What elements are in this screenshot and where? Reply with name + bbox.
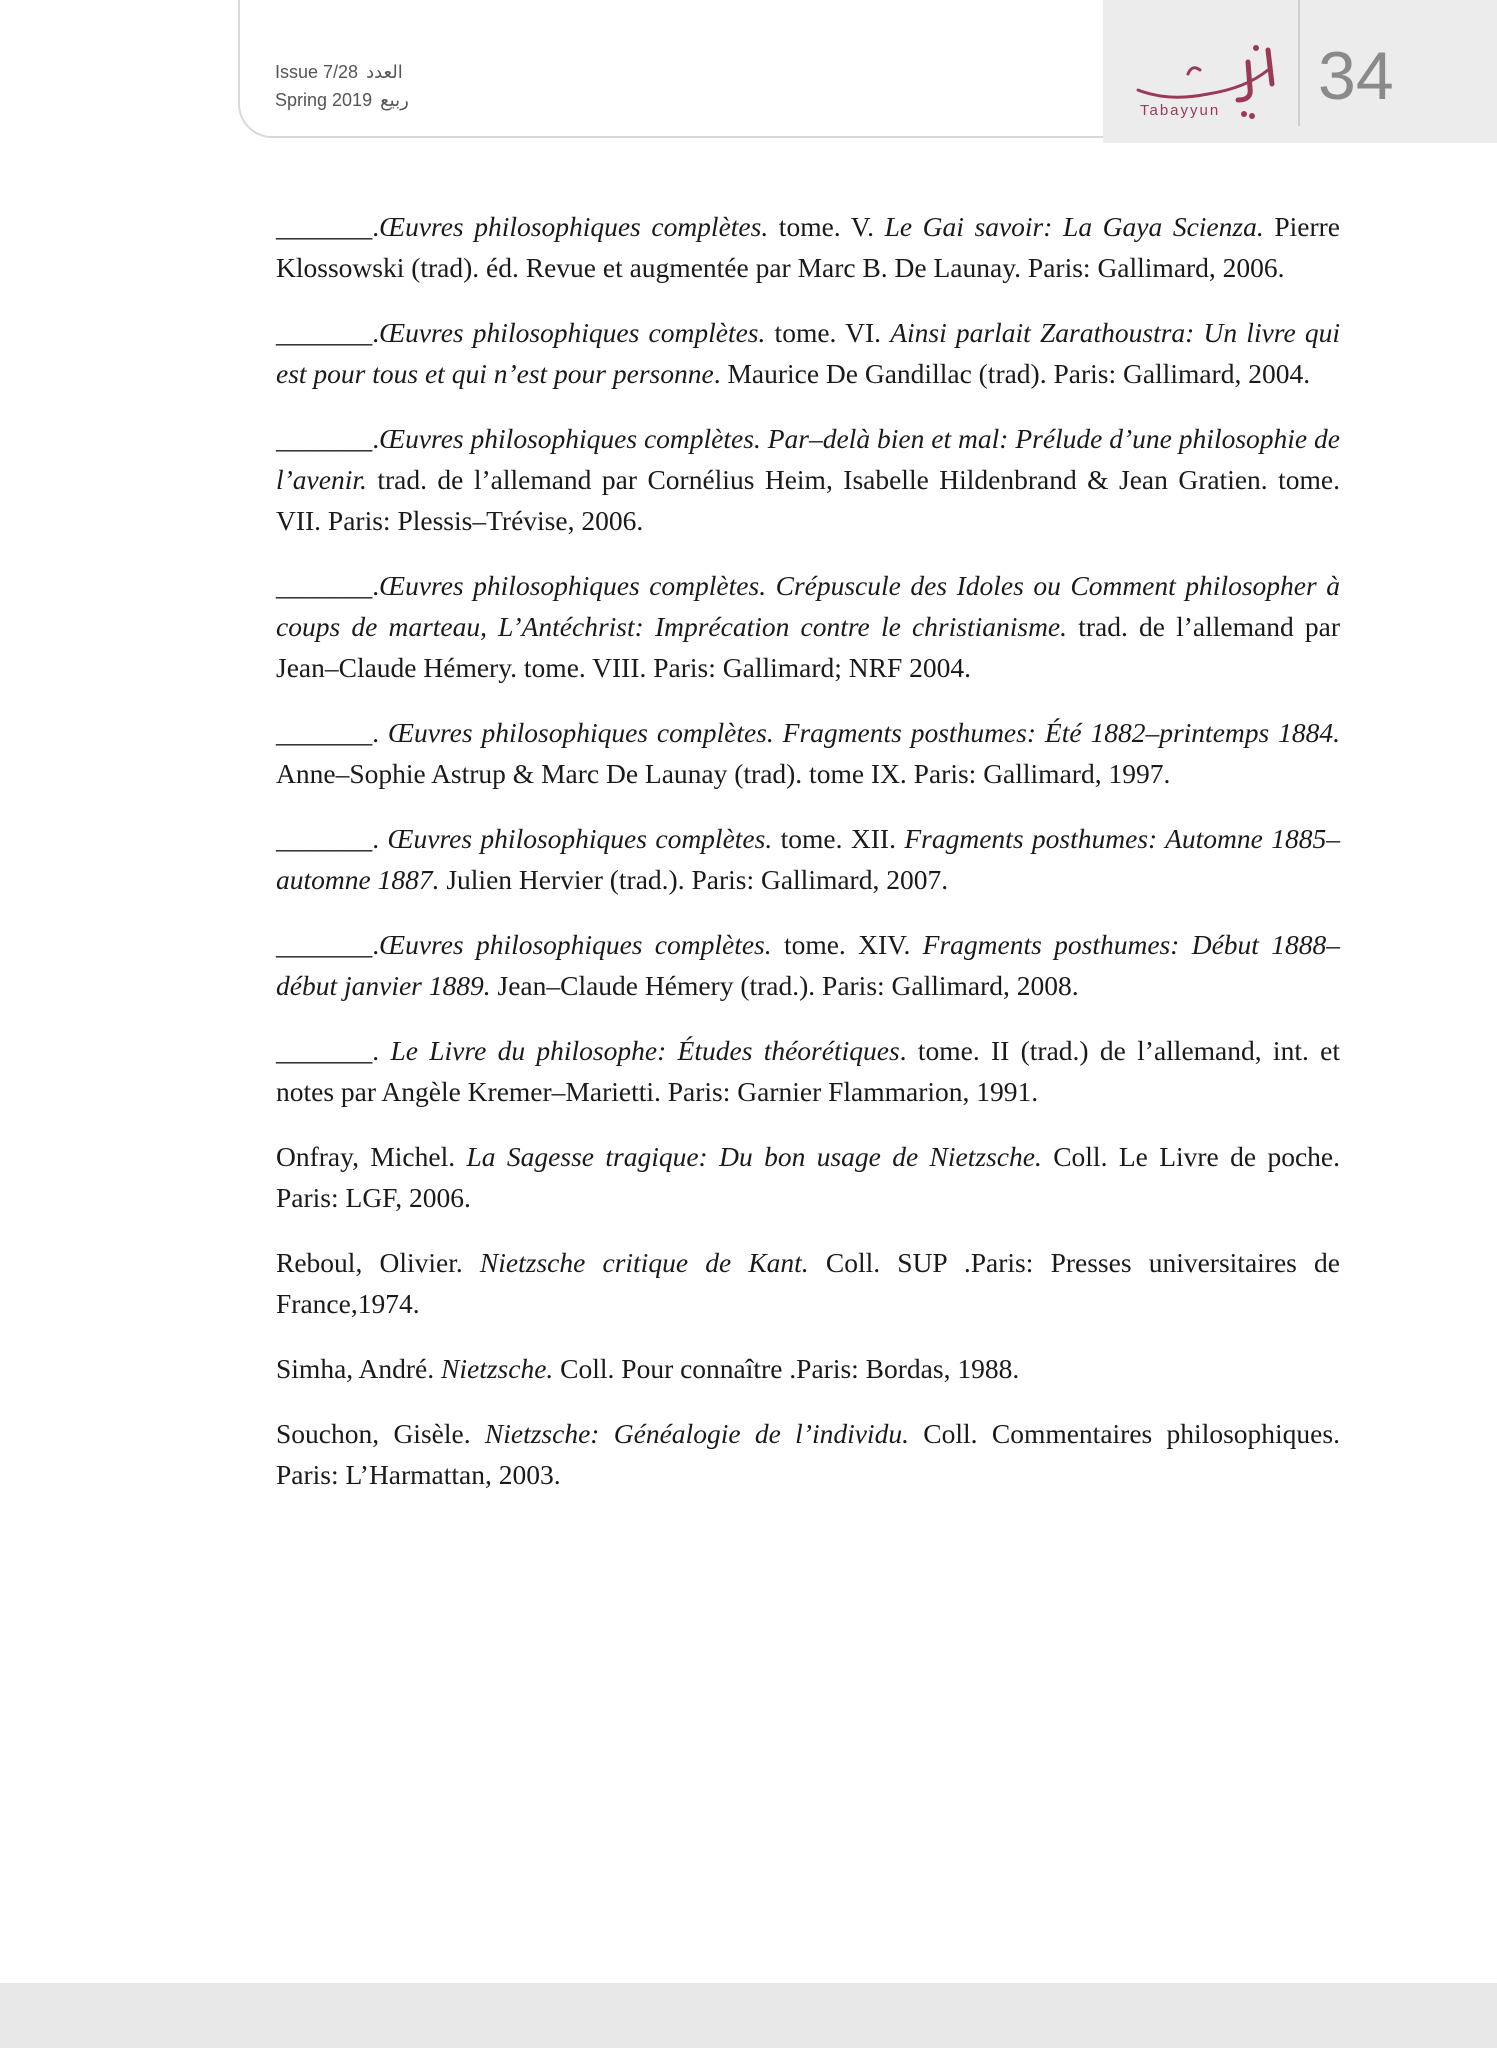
reference-text: Anne–Sophie Astrup & Marc De Launay (trad). tome IX. Paris: Gallimard, 1997. bbox=[276, 758, 1171, 789]
journal-name: Tabayyun bbox=[1140, 102, 1221, 119]
reference-text: tome. VI. bbox=[765, 317, 891, 348]
reference-text: Souchon, Gisèle. bbox=[276, 1418, 485, 1449]
reference-title: Œuvres philosophiques complètes. bbox=[379, 929, 772, 960]
reference-text: _______. bbox=[276, 823, 388, 854]
reference-text: _______. bbox=[276, 317, 380, 348]
issue-label-arabic: العدد bbox=[366, 62, 403, 82]
reference-title: Œuvres philosophiques complètes. Crépuscule des Idoles ou Comment philosopher à coups de marteau, L’Antéchrist: Imprécation contre le christianisme. bbox=[276, 570, 1340, 642]
reference-title: Nietzsche: Généalogie de l’individu. bbox=[484, 1418, 909, 1449]
reference-text: tome. XIV. bbox=[771, 929, 923, 960]
reference-text: Coll. SUP .Paris: Presses universitaires de France,1974. bbox=[276, 1247, 1340, 1319]
reference-text: Jean–Claude Hémery (trad.). Paris: Gallimard, 2008. bbox=[490, 970, 1079, 1001]
bibliography bbox=[276, 206, 1340, 1519]
reference-text: trad. de l’allemand par Cornélius Heim, Isabelle Hildenbrand & Jean Gratien. tome. VII. Paris: Plessis–Trévise, 2006. bbox=[276, 464, 1340, 536]
reference-text: trad. de l’allemand par Jean–Claude Hémery. tome. VIII. Paris: Gallimard; NRF 2004. bbox=[276, 611, 1340, 683]
reference-entry bbox=[276, 1030, 1340, 1112]
reference-text: _______. bbox=[276, 423, 380, 454]
reference-title: Le Gai savoir: La Gaya Scienza. bbox=[884, 211, 1264, 242]
reference-text: . tome. II (trad.) de l’allemand, int. et notes par Angèle Kremer–Marietti. Paris: Garnier Flammarion, 1991. bbox=[276, 1035, 1340, 1107]
reference-text: _______. bbox=[276, 717, 389, 748]
issue-line bbox=[275, 58, 409, 86]
reference-text: _______. bbox=[276, 1035, 391, 1066]
reference-text: . Maurice De Gandillac (trad). Paris: Gallimard, 2004. bbox=[713, 358, 1311, 389]
footer-bar bbox=[0, 1983, 1497, 2048]
reference-title: Œuvres philosophiques complètes. Fragments posthumes: Été 1882–printemps 1884. bbox=[388, 717, 1341, 748]
issue-number: Issue 7/28 bbox=[275, 62, 359, 82]
reference-title: Fragments posthumes: Automne 1885–automne 1887. bbox=[276, 823, 1341, 895]
reference-text: _______. bbox=[276, 929, 380, 960]
reference-text: _______. bbox=[276, 570, 380, 601]
reference-title: La Sagesse tragique: Du bon usage de Nietzsche. bbox=[466, 1141, 1042, 1172]
reference-entry bbox=[276, 206, 1340, 288]
reference-title: Le Livre du philosophe: Études théorétiques bbox=[390, 1035, 900, 1066]
reference-entry bbox=[276, 418, 1340, 541]
reference-title: Œuvres philosophiques complètes. bbox=[379, 211, 769, 242]
reference-entry bbox=[276, 818, 1340, 900]
reference-text: Reboul, Olivier. bbox=[276, 1247, 480, 1278]
reference-entry bbox=[276, 1413, 1340, 1495]
reference-title: Nietzsche. bbox=[441, 1353, 554, 1384]
reference-text: Coll. Le Livre de poche. Paris: LGF, 2006. bbox=[276, 1141, 1340, 1213]
reference-entry bbox=[276, 924, 1340, 1006]
reference-text: _______. bbox=[276, 211, 380, 242]
page-number: 34 bbox=[1318, 38, 1394, 114]
reference-text: Pierre Klossowski (trad). éd. Revue et augmentée par Marc B. De Launay. Paris: Gallimard, 2006. bbox=[276, 211, 1340, 283]
reference-title: Fragments posthumes: Début 1888–début janvier 1889. bbox=[276, 929, 1340, 1001]
reference-title: Œuvres philosophiques complètes. Par–delà bien et mal: Prélude d’une philosophie de l’avenir. bbox=[276, 423, 1340, 495]
season-line bbox=[275, 86, 409, 114]
header-divider bbox=[1298, 0, 1300, 126]
season-label-arabic: ربيع bbox=[380, 90, 409, 110]
reference-entry bbox=[276, 312, 1340, 394]
reference-text: Julien Hervier (trad.). Paris: Gallimard, 2007. bbox=[439, 864, 949, 895]
issue-info bbox=[275, 58, 409, 114]
reference-title: Nietzsche critique de Kant. bbox=[479, 1247, 809, 1278]
season: Spring 2019 bbox=[275, 90, 373, 110]
reference-entry bbox=[276, 1242, 1340, 1324]
reference-title: Œuvres philosophiques complètes. bbox=[387, 823, 773, 854]
reference-text: Coll. Pour connaître .Paris: Bordas, 1988. bbox=[553, 1353, 1020, 1384]
reference-entry bbox=[276, 565, 1340, 688]
reference-text: tome. V. bbox=[768, 211, 885, 242]
reference-text: tome. XII. bbox=[772, 823, 905, 854]
reference-text: Simha, André. bbox=[276, 1353, 441, 1384]
reference-title: Ainsi parlait Zarathoustra: Un livre qui est pour tous et qui n’est pour personne bbox=[276, 317, 1340, 389]
reference-text: Coll. Commentaires philosophiques. Paris: L’Harmattan, 2003. bbox=[276, 1418, 1340, 1490]
reference-title: Œuvres philosophiques complètes. bbox=[379, 317, 766, 348]
reference-entry bbox=[276, 1348, 1340, 1389]
reference-text: Onfray, Michel. bbox=[276, 1141, 467, 1172]
reference-entry bbox=[276, 1136, 1340, 1218]
reference-entry bbox=[276, 712, 1340, 794]
